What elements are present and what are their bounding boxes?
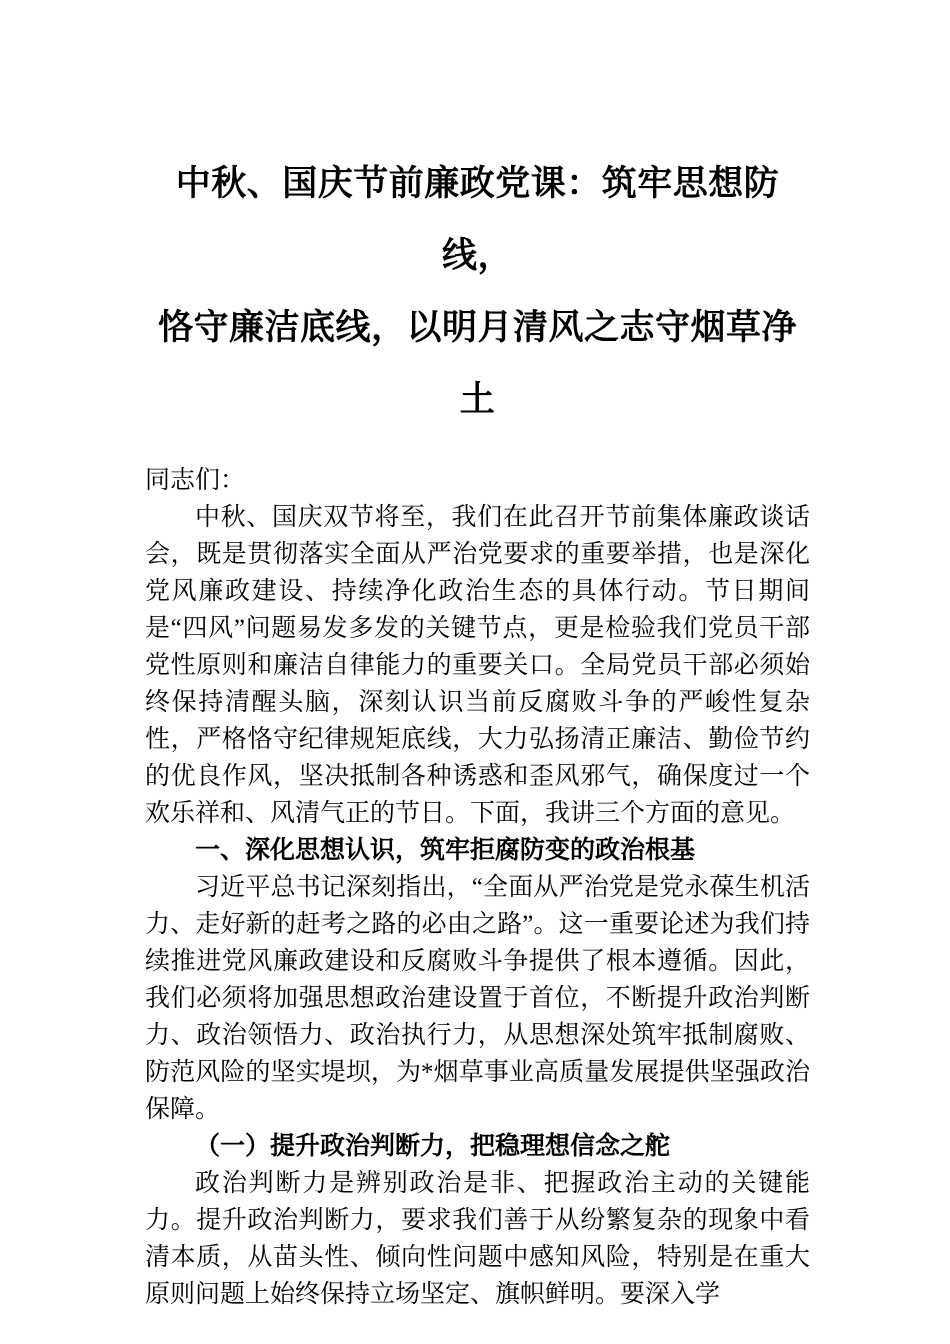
- paragraph-section-1: 习近平总书记深刻指出，“全面从严治党是党永葆生机活力、走好新的赶考之路的必由之路”。这一重要论述为我们持续推进党风廉政建设和反腐败斗争提供了根本遵循。因此，我们必须将加强思想政治建设置于首位，不断提升政治判断力、政治领悟力、政治执行力，从思想深处筑牢抵制腐败、防范风险的坚实堤坝，为*烟草事业高质量发展提供坚强政治保障。: [145, 874, 810, 1123]
- title-line-2: 恪守廉洁底线，以明月清风之志守烟草净: [157, 308, 797, 347]
- section-heading-1: 一、深化思想认识，筑牢拒腐防变的政治根基: [195, 837, 696, 864]
- subsection-heading-1-1: （一）提升政治判断力，把稳理想信念之舵: [195, 1133, 671, 1160]
- salutation: 同志们：: [145, 467, 246, 494]
- paragraph-opening: 中秋、国庆双节将至，我们在此召开节前集体廉政谈话会，既是贯彻落实全面从严治党要求的重要举措，也是深化党风廉政建设、持续净化政治生态的具体行动。节日期间是“四风”问题易发多发的关键节点，更是检验我们党员干部党性原则和廉洁自律能力的重要关口。全局党员干部必须始终保持清醒头脑，深刻认识当前反腐败斗争的严峻性复杂性，严格恪守纪律规矩底线，大力弘扬清正廉洁、勤俭节约的优良作风，坚决抵制各种诱惑和歪风邪气，确保度过一个欢乐祥和、风清气正的节日。下面，我讲三个方面的意见。: [145, 504, 810, 827]
- paragraph-subsection-1-1: 政治判断力是辨别政治是非、把握政治主动的关键能力。提升政治判断力，要求我们善于从纷繁复杂的现象中看清本质，从苗头性、倾向性问题中感知风险，特别是在重大原则问题上始终保持立场坚定、旗帜鲜明。要深入学: [145, 1170, 810, 1308]
- title-line-1: 中秋、国庆节前廉政党课：筑牢思想防线，: [175, 164, 780, 275]
- document-title: [145, 148, 810, 436]
- title-line-3: 土: [459, 380, 496, 419]
